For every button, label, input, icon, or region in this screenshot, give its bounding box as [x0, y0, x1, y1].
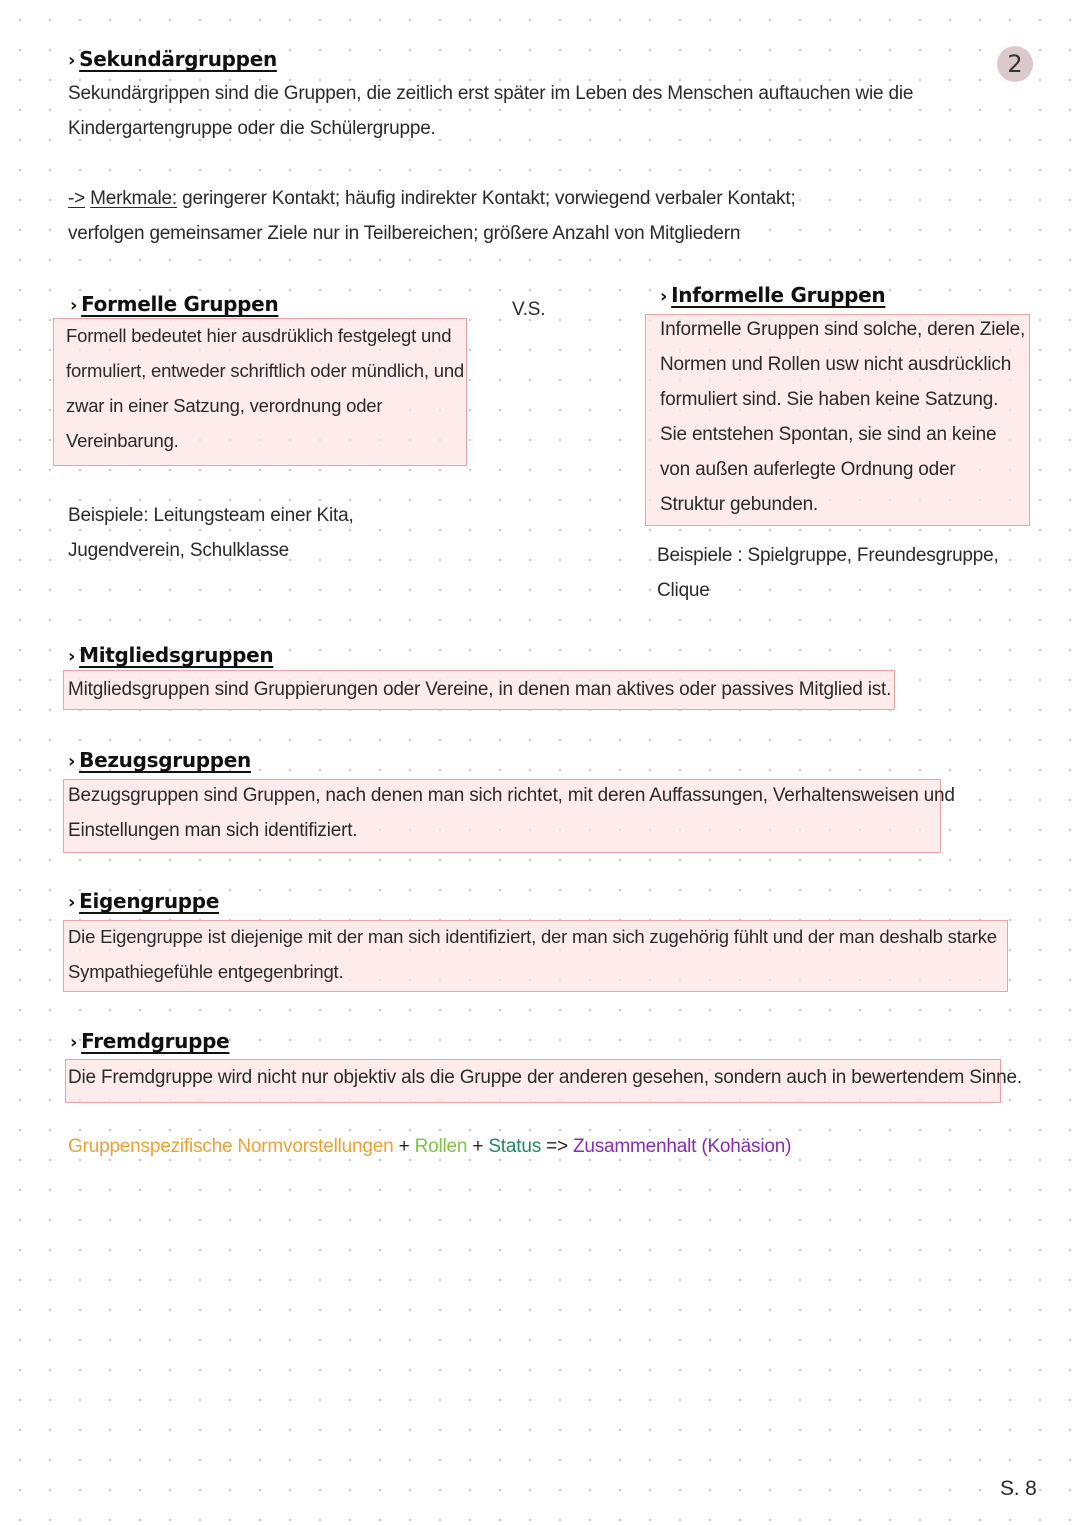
- text-line: Jugendverein, Schulklasse: [68, 540, 290, 561]
- heading-text: Mitgliedsgruppen: [79, 643, 274, 667]
- text-line: Die Eigengruppe ist diejenige mit der man sich identifiziert, der man sich zugehörig fühlt und der man deshalb starke: [68, 926, 997, 947]
- heading-bezugsgruppen: [68, 748, 251, 772]
- page-badge: 2: [997, 46, 1033, 82]
- heading-text: Sekundärgruppen: [79, 47, 277, 71]
- chevron-right-icon: ›: [660, 286, 668, 307]
- formula-plus: +: [398, 1136, 410, 1157]
- informelle-examples: [657, 538, 999, 608]
- text-line: Sympathiegefühle entgegenbringt.: [68, 961, 344, 982]
- heading-text: Bezugsgruppen: [79, 748, 251, 772]
- merkmale-text: geringerer Kontakt; häufig indirekter Kontakt; vorwiegend verbaler Kontakt;: [182, 188, 796, 209]
- page-number: S. 8: [1000, 1477, 1037, 1500]
- sekundaer-definition: [68, 76, 913, 146]
- text-line: verfolgen gemeinsamer Ziele nur in Teilbereichen; größere Anzahl von Mitgliedern: [68, 223, 741, 244]
- heading-formelle-gruppen: [70, 292, 278, 316]
- cohesion-formula: [68, 1129, 791, 1164]
- chevron-right-icon: ›: [68, 892, 76, 913]
- text-line: Informelle Gruppen sind solche, deren Ziele,: [660, 319, 1026, 340]
- text-line: Sekundärgrippen sind die Gruppen, die zeitlich erst später im Leben des Menschen auftauchen wie die: [68, 83, 914, 104]
- mitglieds-definition: [68, 672, 891, 707]
- chevron-right-icon: ›: [68, 50, 76, 71]
- text-line: Vereinbarung.: [66, 430, 179, 451]
- eigen-definition: [68, 919, 997, 989]
- fremd-definition: [68, 1060, 1022, 1095]
- text-line: zwar in einer Satzung, verordnung oder: [66, 395, 383, 416]
- text-line: Kindergartengruppe oder die Schülergruppe.: [68, 118, 436, 139]
- text-line: Sie entstehen Spontan, sie sind an keine: [660, 424, 997, 445]
- text-line: Mitgliedsgruppen sind Gruppierungen oder Vereine, in denen man aktives oder passives Mitglied ist.: [68, 679, 892, 700]
- heading-informelle-gruppen: [660, 283, 885, 307]
- chevron-right-icon: ›: [70, 1032, 78, 1053]
- text-line: formuliert sind. Sie haben keine Satzung.: [660, 389, 999, 410]
- heading-text: Informelle Gruppen: [671, 283, 886, 307]
- text-line: Bezugsgruppen sind Gruppen, nach denen man sich richtet, mit deren Auffassungen, Verhaltensweisen und: [68, 785, 955, 806]
- text-line: formuliert, entweder schriftlich oder mündlich, und: [66, 360, 465, 381]
- formula-status: Status: [488, 1136, 541, 1157]
- merkmale-line: [68, 181, 796, 216]
- text-line: Einstellungen man sich identifiziert.: [68, 820, 358, 841]
- text-line: Normen und Rollen usw nicht ausdrücklich: [660, 354, 1012, 375]
- formelle-examples: [68, 498, 354, 568]
- heading-text: Formelle Gruppen: [81, 292, 279, 316]
- heading-fremdgruppe: [70, 1029, 229, 1053]
- formula-arrow: =>: [546, 1136, 568, 1157]
- merkmale-label: Merkmale:: [90, 188, 178, 209]
- heading-text: Fremdgruppe: [81, 1029, 230, 1053]
- heading-text: Eigengruppe: [79, 889, 220, 913]
- heading-sekundaergruppen: [68, 47, 277, 71]
- chevron-right-icon: ›: [68, 646, 76, 667]
- formula-normvorstellungen: Gruppenspezifische Normvorstellungen: [68, 1136, 394, 1157]
- formula-plus: +: [472, 1136, 484, 1157]
- formelle-definition: [66, 318, 466, 458]
- heading-mitgliedsgruppen: [68, 643, 273, 667]
- formula-rollen: Rollen: [414, 1136, 468, 1157]
- text-line: Formell bedeutet hier ausdrüklich festgelegt und: [66, 325, 452, 346]
- text-line: Die Fremdgruppe wird nicht nur objektiv als die Gruppe der anderen gesehen, sondern auch in bewertendem Sinne.: [68, 1067, 1022, 1088]
- bezugs-definition: [68, 778, 955, 848]
- text-line: Beispiele: Leitungsteam einer Kita,: [68, 505, 354, 526]
- chevron-right-icon: ›: [70, 295, 78, 316]
- formula-kohaesion: Zusammenhalt (Kohäsion): [572, 1136, 792, 1157]
- sekundaer-merkmale: [68, 181, 796, 251]
- text-line: Beispiele : Spielgruppe, Freundesgruppe,: [657, 545, 999, 566]
- versus-label: V.S.: [512, 299, 546, 320]
- chevron-right-icon: ›: [68, 751, 76, 772]
- text-line: von außen auferlegte Ordnung oder: [660, 459, 956, 480]
- text-line: Struktur gebunden.: [660, 494, 819, 515]
- informelle-definition: [660, 312, 1025, 522]
- heading-eigengruppe: [68, 889, 219, 913]
- arrow-icon: ->: [68, 188, 86, 209]
- text-line: Clique: [657, 580, 710, 601]
